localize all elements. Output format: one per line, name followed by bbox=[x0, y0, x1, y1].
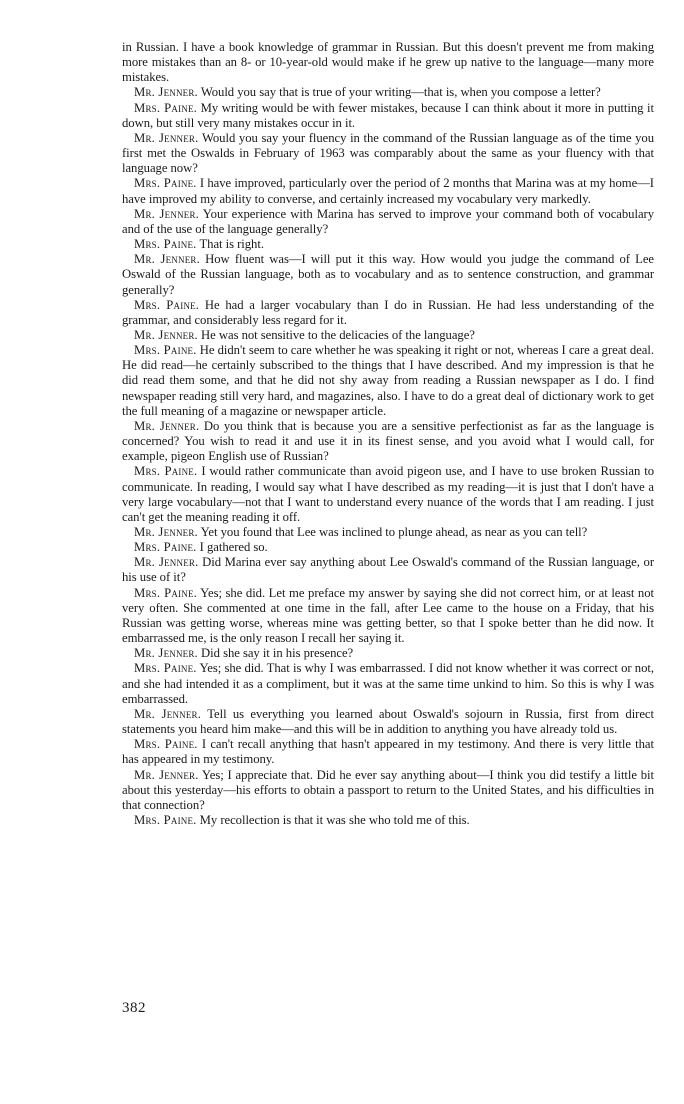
speaker-label: Mrs. Paine. bbox=[134, 100, 198, 115]
speaker-label: Mrs. Paine. bbox=[134, 176, 197, 191]
paragraph-text: Did she say it in his presence? bbox=[197, 646, 354, 661]
paragraph-text: How fluent was—I will put it this way. How would you judge the command of Lee Oswald of the Russian language, both as to vocabulary and as to sentence construction, and grammar generally? bbox=[122, 252, 654, 297]
paragraph-text: I have improved, particularly over the period of 2 months that Marina was at my home—I have improved my ability to converse, and certainly increased my vocabulary very markedly. bbox=[122, 176, 654, 206]
speaker-label: Mr. Jenner. bbox=[134, 85, 198, 100]
paragraph bbox=[122, 586, 654, 647]
speaker-label: Mrs. Paine. bbox=[134, 540, 197, 555]
paragraph-text: I gathered so. bbox=[196, 540, 268, 555]
speaker-label: Mrs. Paine. bbox=[134, 812, 197, 827]
paragraph-text: Would you say your fluency in the command of the Russian language as of the time you first met the Oswalds in February of 1963 was comparably about the same as your fluency with that language now? bbox=[122, 130, 655, 176]
paragraph bbox=[122, 298, 654, 328]
paragraph bbox=[122, 646, 654, 661]
paragraph bbox=[122, 813, 654, 828]
paragraph bbox=[122, 207, 654, 237]
paragraph-text: He was not sensitive to the delicacies of the language? bbox=[197, 327, 475, 342]
testimony-text bbox=[122, 40, 654, 828]
speaker-label: Mrs. Paine. bbox=[134, 297, 200, 312]
paragraph-text: Do you think that is because you are a sensitive perfectionist as far as the language is concerned? You wish to read it and use it in its finest sense, and you avoid what I would call, for example, pigeon English use of Russian? bbox=[122, 418, 655, 464]
speaker-label: Mr. Jenner. bbox=[134, 206, 200, 221]
paragraph-text: Yes; she did. That is why I was embarrassed. I did not know whether it was correct or not, and she had intended it as a compliment, but it was at the same time unkind to him. So this is why I was embarrassed. bbox=[122, 661, 654, 706]
paragraph bbox=[122, 252, 654, 297]
paragraph bbox=[122, 131, 654, 176]
paragraph-text: Yet you found that Lee was inclined to plunge ahead, as near as you can tell? bbox=[197, 525, 588, 539]
paragraph bbox=[122, 707, 654, 737]
paragraph-text: Did Marina ever say anything about Lee Oswald's command of the Russian language, or his use of it? bbox=[122, 555, 655, 585]
paragraph bbox=[122, 661, 654, 706]
paragraph-text: I would rather communicate than avoid pigeon use, and I have to use broken Russian to communicate. In reading, I would say what I have described as my reading—it is just that I don't have a very large vocabulary—not that I want to understand every nuance of the words that I am reading. I just can't get the meaning reading it off. bbox=[122, 464, 654, 524]
speaker-label: Mrs. Paine. bbox=[134, 661, 197, 676]
speaker-label: Mrs. Paine. bbox=[134, 343, 197, 358]
speaker-label: Mr. Jenner. bbox=[134, 418, 200, 433]
paragraph-text: He didn't seem to care whether he was speaking it right or not, whereas I care a great deal. He did read—he certainly subscribed to the things that I have described. And my impression is that he did read them some, and that he did not shy away from reading a Russian newspaper as I do. I find newspaper reading still very hard, and magazines, also. I have to do a great deal of dictionary work to get the full meaning of a magazine or newspaper article. bbox=[122, 343, 654, 418]
paragraph bbox=[122, 555, 654, 585]
paragraph-text: That is right. bbox=[196, 237, 264, 252]
paragraph bbox=[122, 464, 654, 525]
paragraph bbox=[122, 525, 654, 540]
paragraph bbox=[122, 40, 654, 85]
paragraph bbox=[122, 768, 654, 813]
paragraph-text: Yes; I appreciate that. Did he ever say anything about—I think you did testify a little bit about this yesterday—his efforts to obtain a passport to return to the United States, and his difficulties in that connection? bbox=[122, 767, 654, 812]
paragraph bbox=[122, 237, 654, 252]
speaker-label: Mr. Jenner. bbox=[134, 252, 200, 267]
speaker-label: Mrs. Paine. bbox=[134, 237, 197, 252]
speaker-label: Mr. Jenner. bbox=[134, 646, 198, 661]
speaker-label: Mrs. Paine. bbox=[134, 585, 198, 600]
paragraph-text: Tell us everything you learned about Oswald's sojourn in Russia, first from direct statements you heard him make—and this will be in addition to anything you have already told us. bbox=[122, 706, 654, 737]
paragraph bbox=[122, 101, 654, 131]
page-number: 382 bbox=[122, 1000, 146, 1016]
paragraph bbox=[122, 419, 654, 464]
speaker-label: Mrs. Paine. bbox=[134, 737, 198, 752]
paragraph-text: Your experience with Marina has served to improve your command both of vocabulary and of the use of the language generally? bbox=[122, 206, 654, 236]
speaker-label: Mr. Jenner. bbox=[134, 327, 198, 342]
paragraph-text: Would you say that is true of your writing—that is, when you compose a letter? bbox=[197, 85, 601, 100]
paragraph bbox=[122, 328, 654, 343]
paragraph bbox=[122, 540, 654, 555]
speaker-label: Mrs. Paine. bbox=[134, 464, 198, 479]
paragraph-text: My writing would be with fewer mistakes, because I can think about it more in putting it down, but still very many mistakes occur in it. bbox=[122, 100, 654, 130]
paragraph bbox=[122, 343, 654, 419]
paragraph bbox=[122, 176, 654, 206]
speaker-label: Mr. Jenner. bbox=[134, 706, 202, 721]
speaker-label: Mr. Jenner. bbox=[134, 555, 199, 570]
speaker-label: Mr. Jenner. bbox=[134, 130, 199, 145]
speaker-label: Mr. Jenner. bbox=[134, 767, 199, 782]
paragraph bbox=[122, 85, 654, 100]
paragraph-text: in Russian. I have a book knowledge of grammar in Russian. But this doesn't prevent me from making more mistakes than an 8- or 10-year-old would make if he grew up native to the language—many more mistakes. bbox=[122, 40, 654, 85]
paragraph-text: Yes; she did. Let me preface my answer by saying she did not correct him, or at least not very often. She commented at one time in the fall, after Lee came to the house on a Friday, that his Russian was getting worse, whereas mine was getting better, so that I spoke better than he did now. It embarrassed me, is the only reason I recall her saying it. bbox=[122, 585, 654, 646]
speaker-label: Mr. Jenner. bbox=[134, 525, 198, 539]
paragraph bbox=[122, 737, 654, 767]
paragraph-text: I can't recall anything that hasn't appeared in my testimony. And there is very little that has appeared in my testimony. bbox=[122, 737, 654, 767]
paragraph-text: He had a larger vocabulary than I do in Russian. He had less understanding of the grammar, and considerably less regard for it. bbox=[122, 297, 655, 327]
paragraph-text: My recollection is that it was she who told me of this. bbox=[196, 812, 470, 827]
